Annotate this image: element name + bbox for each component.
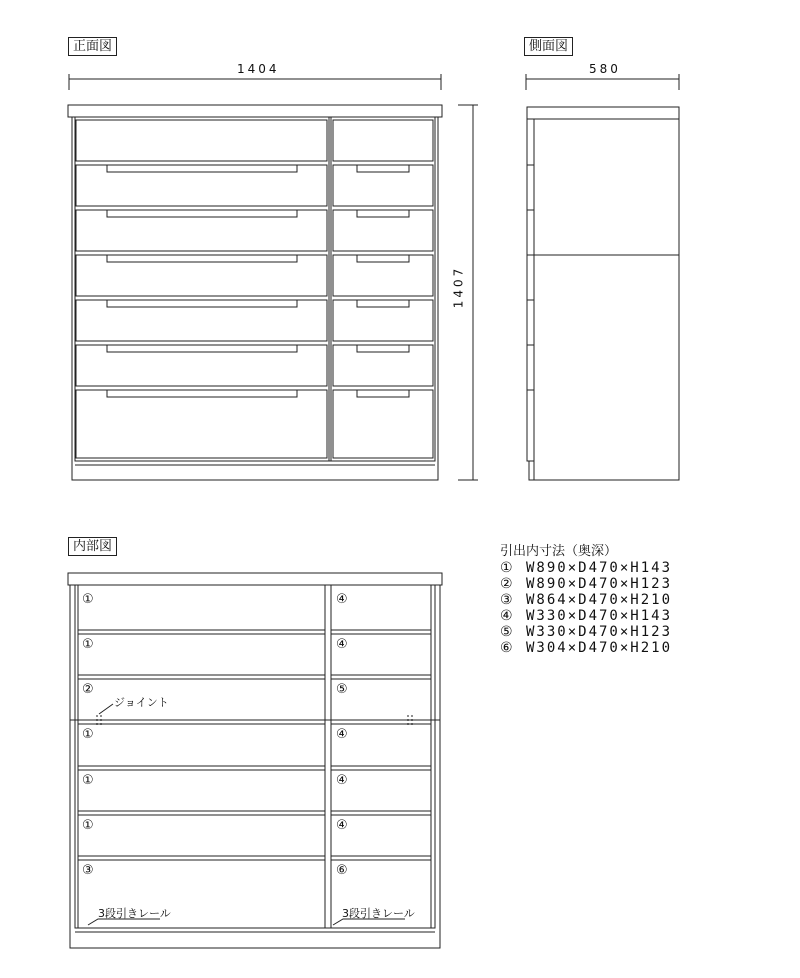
rail-label-left: 3段引きレール <box>98 907 171 920</box>
spec-item <box>500 576 672 592</box>
left-drawer-marker: ① <box>82 773 94 788</box>
right-drawer-marker: ④ <box>336 818 348 833</box>
spec-number: ⑥ <box>500 640 513 656</box>
left-drawer-marker: ③ <box>82 863 94 878</box>
spec-number: ② <box>500 576 513 592</box>
depth-dimension: 580 <box>589 62 621 76</box>
interior-view <box>68 573 442 948</box>
left-drawer-marker: ① <box>82 637 94 652</box>
spec-size: W890×D470×H123 <box>526 576 673 592</box>
width-dimension: 1404 <box>237 62 280 76</box>
spec-number: ④ <box>500 608 513 624</box>
spec-size: W890×D470×H143 <box>526 560 673 576</box>
spec-number: ⑤ <box>500 624 513 640</box>
spec-number: ① <box>500 560 513 576</box>
side-view-label: 側面図 <box>524 37 573 56</box>
spec-list <box>500 560 672 656</box>
joint-label: ジョイント <box>114 696 169 709</box>
right-drawer-marker: ④ <box>336 592 348 607</box>
spec-item <box>500 640 672 656</box>
spec-size: W864×D470×H210 <box>526 592 673 608</box>
left-drawer-marker: ① <box>82 818 94 833</box>
right-drawer-marker: ④ <box>336 773 348 788</box>
left-drawer-marker: ① <box>82 727 94 742</box>
spec-size: W330×D470×H123 <box>526 624 673 640</box>
interior-view-label: 内部図 <box>68 537 117 556</box>
spec-size: W330×D470×H143 <box>526 608 673 624</box>
left-drawer-marker: ② <box>82 682 94 697</box>
spec-size: W304×D470×H210 <box>526 640 673 656</box>
spec-item <box>500 608 672 624</box>
height-dimension: 1407 <box>451 265 466 309</box>
rail-label-right: 3段引きレール <box>342 907 415 920</box>
spec-item <box>500 624 672 640</box>
spec-item <box>500 592 672 608</box>
right-drawer-marker: ④ <box>336 637 348 652</box>
left-drawer-marker: ① <box>82 592 94 607</box>
spec-title: 引出内寸法（奥深） <box>500 544 618 559</box>
right-drawer-marker: ⑤ <box>336 682 348 697</box>
front-view-label: 正面図 <box>68 37 117 56</box>
right-drawer-marker: ⑥ <box>336 863 348 878</box>
spec-number: ③ <box>500 592 513 608</box>
right-drawer-marker: ④ <box>336 727 348 742</box>
front-view <box>68 74 478 480</box>
spec-item <box>500 560 672 576</box>
side-view <box>526 74 679 480</box>
